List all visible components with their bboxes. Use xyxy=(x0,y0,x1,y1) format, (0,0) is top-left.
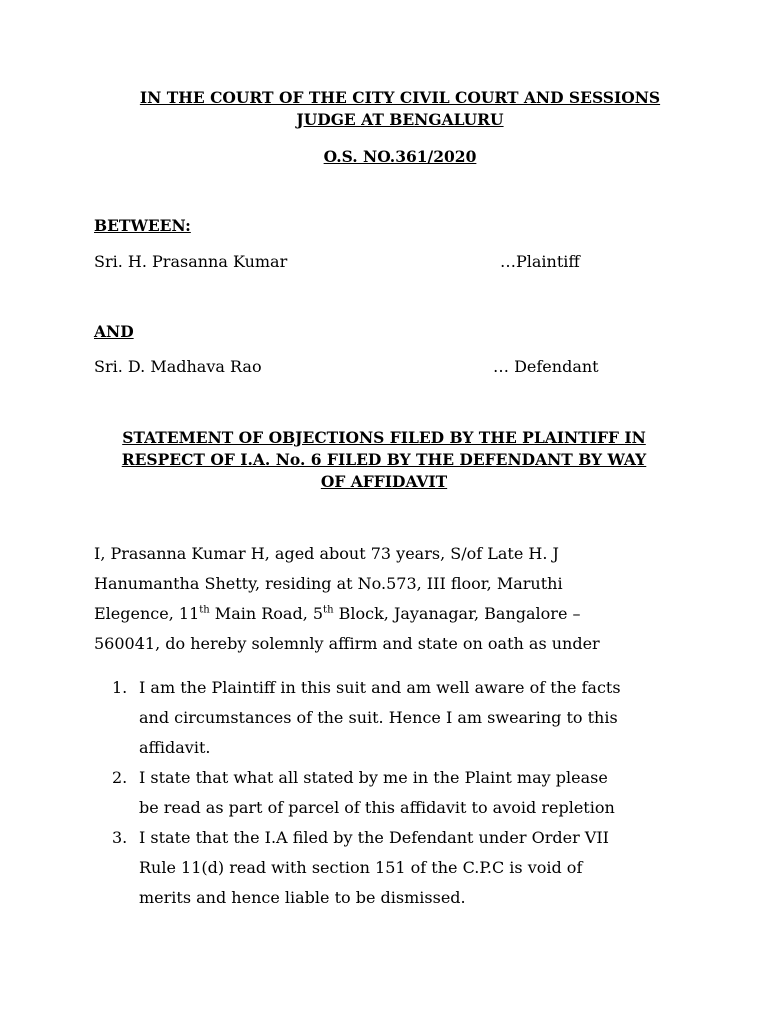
list-item xyxy=(112,673,682,763)
intro-line-1: I, Prasanna Kumar H, aged about 73 years, S/of Late H. J xyxy=(94,544,559,563)
intro-line-3-sup-b: th xyxy=(323,604,334,616)
list-item-line: I state that the I.A filed by the Defendant under Order VII xyxy=(139,828,609,847)
intro-line-3-part-b: Main Road, 5 xyxy=(209,604,324,623)
between-label: BETWEEN: xyxy=(94,216,191,235)
list-item-number: 3. xyxy=(112,828,128,847)
intro-line-3-part-a: Elegence, 11 xyxy=(94,604,200,623)
objections-title xyxy=(94,427,674,493)
intro-line-3-part-c: Block, Jayanagar, Bangalore – xyxy=(333,604,581,623)
intro-line-3-sup-a: th xyxy=(199,604,210,616)
intro-paragraph xyxy=(94,539,684,659)
court-heading-line-2: JUDGE AT BENGALURU xyxy=(296,110,504,129)
list-item-line: and circumstances of the suit. Hence I am swearing to this xyxy=(139,708,618,727)
defendant-role: … Defendant xyxy=(493,357,599,376)
and-label: AND xyxy=(94,322,134,341)
intro-line-4: 560041, do hereby solemnly affirm and state on oath as under xyxy=(94,634,600,653)
list-item-line: I state that what all stated by me in the Plaint may please xyxy=(139,768,608,787)
court-heading-line-1: IN THE COURT OF THE CITY CIVIL COURT AND SESSIONS xyxy=(139,88,661,107)
intro-line-3 xyxy=(94,599,684,629)
list-item-line: merits and hence liable to be dismissed. xyxy=(139,888,466,907)
defendant-name: Sri. D. Madhava Rao xyxy=(94,357,262,376)
list-item-line: be read as part of parcel of this affidavit to avoid repletion xyxy=(139,798,615,817)
list-item-number: 2. xyxy=(112,768,128,787)
objections-title-line-1: STATEMENT OF OBJECTIONS FILED BY THE PLAINTIFF IN xyxy=(122,428,646,447)
objections-title-line-2: RESPECT OF I.A. No. 6 FILED BY THE DEFENDANT BY WAY xyxy=(121,450,647,469)
plaintiff-name: Sri. H. Prasanna Kumar xyxy=(94,252,288,271)
list-item-line: Rule 11(d) read with section 151 of the C.P.C is void of xyxy=(139,858,583,877)
numbered-list xyxy=(112,673,682,913)
list-item-line: affidavit. xyxy=(139,738,211,757)
list-item-line: I am the Plaintiff in this suit and am well aware of the facts xyxy=(139,678,621,697)
intro-line-2: Hanumantha Shetty, residing at No.573, III floor, Maruthi xyxy=(94,574,563,593)
court-heading xyxy=(70,87,730,131)
plaintiff-role: …Plaintiff xyxy=(500,252,580,271)
list-item xyxy=(112,763,682,823)
objections-title-line-3: OF AFFIDAVIT xyxy=(320,472,448,491)
list-item-number: 1. xyxy=(112,678,128,697)
list-item xyxy=(112,823,682,913)
case-number: O.S. NO.361/2020 xyxy=(323,147,477,166)
